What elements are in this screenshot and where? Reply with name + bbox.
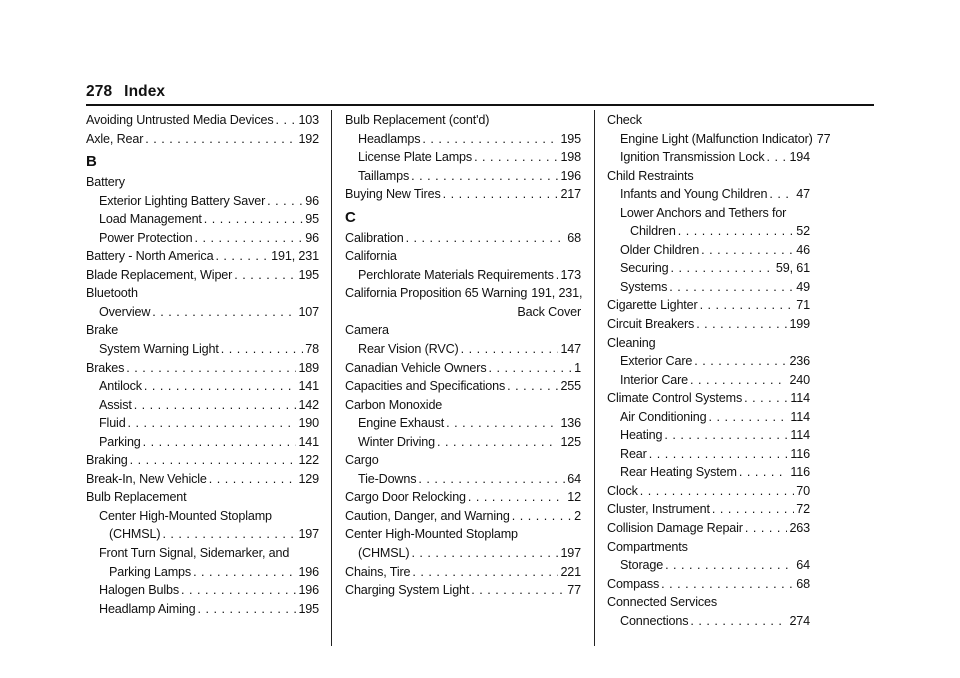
index-subheading: Center High-Mounted Stoplamp: [99, 508, 272, 523]
index-heading: Cleaning: [607, 335, 656, 350]
index-heading: Child Restraints: [607, 168, 694, 183]
column-divider-1: [331, 110, 332, 646]
index-entry: Avoiding Untrusted Media Devices . . . 103: [86, 111, 319, 130]
index-entry: California Proposition 65 Warning 191, 231,: [345, 286, 583, 301]
index-subentry: License Plate Lamps . . . 198: [345, 148, 581, 167]
index-heading: Bulb Replacement: [86, 490, 187, 505]
index-heading: Cargo: [345, 453, 379, 468]
index-entry: Charging System Light . . . 77: [345, 581, 581, 600]
index-subentry: Halogen Bulbs . . . 196: [86, 581, 319, 600]
index-subentry: Perchlorate Materials Requirements . . . 173: [345, 266, 581, 285]
index-subentry: Parking . . . 141: [86, 433, 319, 452]
index-entry: Break-In, New Vehicle . . . 129: [86, 470, 319, 489]
index-entry: Collision Damage Repair . . . 263: [607, 519, 810, 538]
page-number: 278: [86, 83, 113, 100]
index-subentry: (CHMSL) . . . 197: [345, 544, 581, 563]
index-entry: Clock . . . 70: [607, 482, 810, 501]
index-subentry: Rear Heating System . . . 116: [607, 463, 810, 482]
index-entry: Buying New Tires . . . 217: [345, 185, 581, 204]
index-subentry: Tie-Downs . . . 64: [345, 470, 581, 489]
index-subentry: Ignition Transmission Lock . . . 194: [607, 148, 810, 167]
index-subentry: Rear Vision (RVC) . . . 147: [345, 340, 581, 359]
index-subentry: Fluid . . . 190: [86, 414, 319, 433]
index-heading: Connected Services: [607, 595, 718, 610]
index-heading: Battery: [86, 175, 125, 190]
index-subentry: Rear . . . 116: [607, 445, 810, 464]
index-subentry: System Warning Light . . . 78: [86, 340, 319, 359]
index-entry: Capacities and Specifications . . . 255: [345, 377, 581, 396]
index-entry: Axle, Rear . . . 192: [86, 130, 319, 149]
index-column-2: [345, 111, 581, 600]
index-entry: Climate Control Systems . . . 114: [607, 389, 810, 408]
index-entry: Calibration . . . 68: [345, 229, 581, 248]
index-subentry: Taillamps . . . 196: [345, 167, 581, 186]
index-subentry: Heating . . . 114: [607, 426, 810, 445]
index-subentry: Interior Care . . . 240: [607, 371, 810, 390]
index-subentry: Parking Lamps . . . 196: [86, 563, 319, 582]
index-continuation: Back Cover: [517, 304, 581, 319]
index-column-1: [86, 111, 319, 618]
index-entry: Chains, Tire . . . 221: [345, 563, 581, 582]
index-subentry: Assist . . . 142: [86, 396, 319, 415]
index-subentry: Exterior Care . . . 236: [607, 352, 810, 371]
index-entry: Brakes . . . 189: [86, 359, 319, 378]
index-subentry: (CHMSL) . . . 197: [86, 525, 319, 544]
index-heading: Compartments: [607, 539, 688, 554]
index-heading: Bulb Replacement (cont'd): [345, 113, 490, 127]
index-entry: Battery - North America . . . 191, 231: [86, 247, 319, 266]
index-entry: Circuit Breakers . . . 199: [607, 315, 810, 334]
index-subheading: Lower Anchors and Tethers for: [620, 205, 787, 220]
section-letter: B: [86, 153, 97, 171]
index-subheading: Front Turn Signal, Sidemarker, and: [99, 546, 290, 561]
header-rule: [86, 104, 874, 106]
section-letter: C: [345, 208, 356, 226]
index-column-3: [607, 111, 831, 630]
index-subentry: Headlamps . . . 195: [345, 130, 581, 149]
index-subentry: Air Conditioning . . . 114: [607, 408, 810, 427]
index-subentry: Power Protection . . . 96: [86, 229, 319, 248]
index-heading: Camera: [345, 323, 389, 338]
page-header: [86, 83, 165, 101]
index-entry: Canadian Vehicle Owners . . . 1: [345, 359, 581, 378]
column-divider-2: [594, 110, 595, 646]
index-subentry: Children . . . 52: [607, 222, 810, 241]
index-entry: Cigarette Lighter . . . 71: [607, 296, 810, 315]
index-subentry: Winter Driving . . . 125: [345, 433, 581, 452]
index-subentry: Exterior Lighting Battery Saver . . . 96: [86, 192, 319, 211]
index-heading: California: [345, 249, 397, 264]
index-entry: Cluster, Instrument . . . 72: [607, 500, 810, 519]
index-subentry: Headlamp Aiming . . . 195: [86, 600, 319, 619]
index-subentry: Securing . . . 59, 61: [607, 259, 810, 278]
index-entry: Caution, Danger, and Warning . . . 2: [345, 507, 581, 526]
index-subentry: Engine Exhaust . . . 136: [345, 414, 581, 433]
index-subentry: Antilock . . . 141: [86, 377, 319, 396]
index-heading: Center High-Mounted Stoplamp: [345, 527, 518, 542]
index-subentry: Infants and Young Children . . . 47: [607, 185, 810, 204]
index-entry: Blade Replacement, Wiper . . . 195: [86, 266, 319, 285]
index-entry: Compass . . . 68: [607, 575, 810, 594]
index-heading: Carbon Monoxide: [345, 397, 443, 412]
index-heading: Bluetooth: [86, 286, 138, 301]
index-subentry: Storage . . . 64: [607, 556, 810, 575]
index-entry: Cargo Door Relocking . . . 12: [345, 488, 581, 507]
index-subentry: Load Management . . . 95: [86, 210, 319, 229]
index-subentry: Connections . . . 274: [607, 612, 810, 631]
index-entry: Braking . . . 122: [86, 451, 319, 470]
index-subentry: Systems . . . 49: [607, 278, 810, 297]
index-subentry: Overview . . . 107: [86, 303, 319, 322]
index-heading: Check: [607, 113, 642, 127]
index-heading: Brake: [86, 323, 119, 338]
index-subentry: Engine Light (Malfunction Indicator) 77: [620, 131, 831, 146]
page-title: Index: [124, 83, 166, 100]
index-subentry: Older Children . . . 46: [607, 241, 810, 260]
